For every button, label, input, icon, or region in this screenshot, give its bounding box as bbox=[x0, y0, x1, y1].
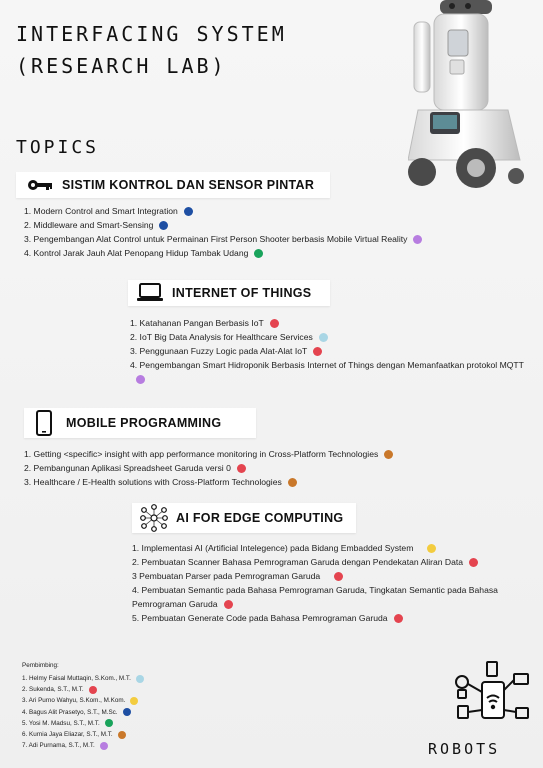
status-dot bbox=[254, 249, 263, 258]
supervisor-list bbox=[22, 662, 144, 751]
section-banner-kontrol bbox=[16, 172, 330, 198]
supervisor-item: 4. Bagus Alit Prasetyo, S.T., M.Sc. bbox=[22, 707, 144, 718]
status-dot bbox=[123, 708, 131, 716]
list-item: 2. Pembuatan Scanner Bahasa Pemrograman Garuda dengan Pendekatan Aliran Data bbox=[132, 555, 532, 569]
status-dot bbox=[413, 235, 422, 244]
section-banner-iot bbox=[128, 280, 330, 306]
list-item: 4. Kontrol Jarak Jauh Alat Penopang Hidup Tambak Udang bbox=[24, 246, 422, 260]
footer-label: ROBOTS bbox=[428, 740, 501, 758]
list-item: 1. Getting <specific> insight with app performance monitoring in Cross-Platform Technologies bbox=[24, 447, 393, 461]
status-dot bbox=[384, 450, 393, 459]
status-dot bbox=[394, 614, 403, 623]
key-icon bbox=[26, 174, 54, 196]
list-item: 3. Penggunaan Fuzzy Logic pada Alat-Alat IoT bbox=[130, 344, 530, 358]
section-title: MOBILE PROGRAMMING bbox=[66, 416, 222, 430]
list-item: 4. Pembuatan Semantic pada Bahasa Pemrograman Garuda, Tingkatan Semantic pada Bahasa Pemrograman Garuda bbox=[132, 585, 498, 609]
supervisor-item: 7. Adi Purnama, S.T., M.T. bbox=[22, 740, 144, 751]
section-banner-mobile bbox=[24, 408, 256, 438]
supervisor-item: 6. Kurnia Jaya Eliazar, S.T., M.T. bbox=[22, 729, 144, 740]
list-item: 2. Pembangunan Aplikasi Spreadsheet Garuda versi 0 bbox=[24, 461, 393, 475]
status-dot bbox=[105, 719, 113, 727]
list-item: 4. Pengembangan Smart Hidroponik Berbasis Internet of Things dengan Memanfaatkan protokol MQTT bbox=[130, 358, 530, 386]
status-dot bbox=[100, 742, 108, 750]
list-item: 2. Middleware and Smart-Sensing bbox=[24, 218, 422, 232]
status-dot bbox=[136, 675, 144, 683]
section-title: AI FOR EDGE COMPUTING bbox=[176, 511, 344, 525]
status-dot bbox=[130, 697, 138, 705]
section-list-ai bbox=[132, 541, 532, 625]
neural-network-icon bbox=[140, 507, 168, 529]
status-dot bbox=[270, 319, 279, 328]
topics-heading: TOPICS bbox=[16, 137, 100, 158]
section-title: SISTIM KONTROL DAN SENSOR PINTAR bbox=[62, 178, 315, 192]
status-dot bbox=[184, 207, 193, 216]
list-item: 3. Pengembangan Alat Control untuk Permainan First Person Shooter berbasis Mobile Virtual Reality bbox=[24, 232, 422, 246]
status-dot bbox=[427, 544, 436, 553]
section-banner-ai bbox=[132, 503, 356, 533]
page-title: INTERFACING SYSTEM bbox=[16, 22, 287, 46]
status-dot bbox=[118, 731, 126, 739]
status-dot bbox=[136, 375, 145, 384]
robots-devices-icon bbox=[454, 660, 532, 730]
status-dot bbox=[469, 558, 478, 567]
section-list-iot bbox=[130, 316, 530, 386]
status-dot bbox=[313, 347, 322, 356]
list-item: 1. Implementasi AI (Artificial Intelegence) pada Bidang Embadded System bbox=[132, 541, 532, 555]
list-item: 1. Modern Control and Smart Integration bbox=[24, 204, 422, 218]
status-dot bbox=[237, 464, 246, 473]
page-subtitle: (RESEARCH LAB) bbox=[16, 54, 227, 78]
list-item: 2. IoT Big Data Analysis for Healthcare Services bbox=[130, 330, 530, 344]
supervisor-item: 5. Yosi M. Madsu, S.T., M.T. bbox=[22, 718, 144, 729]
section-title: INTERNET OF THINGS bbox=[172, 286, 312, 300]
status-dot bbox=[224, 600, 233, 609]
list-item: 3. Healthcare / E-Health solutions with Cross-Platform Technologies bbox=[24, 475, 393, 489]
list-item: 1. Katahanan Pangan Berbasis IoT bbox=[130, 316, 530, 330]
list-item: 5. Pembuatan Generate Code pada Bahasa Pemrograman Garuda bbox=[132, 611, 532, 625]
status-dot bbox=[159, 221, 168, 230]
section-list-kontrol bbox=[24, 204, 422, 260]
laptop-icon bbox=[136, 282, 164, 304]
robot-illustration bbox=[408, 0, 526, 196]
status-dot bbox=[334, 572, 343, 581]
supervisor-item: 2. Sukenda, S.T., M.T. bbox=[22, 684, 144, 695]
section-list-mobile bbox=[24, 447, 393, 489]
status-dot bbox=[288, 478, 297, 487]
smartphone-icon bbox=[30, 412, 58, 434]
status-dot bbox=[89, 686, 97, 694]
list-item: 3 Pembuatan Parser pada Pemrograman Garuda bbox=[132, 569, 532, 583]
supervisor-item: 1. Helmy Faisal Muttaqin, S.Kom., M.T. bbox=[22, 673, 144, 684]
supervisor-item: 3. Ari Purno Wahyu, S.Kom., M.Kom. bbox=[22, 695, 144, 706]
supervisor-heading: Pembimbing: bbox=[22, 662, 59, 669]
status-dot bbox=[319, 333, 328, 342]
